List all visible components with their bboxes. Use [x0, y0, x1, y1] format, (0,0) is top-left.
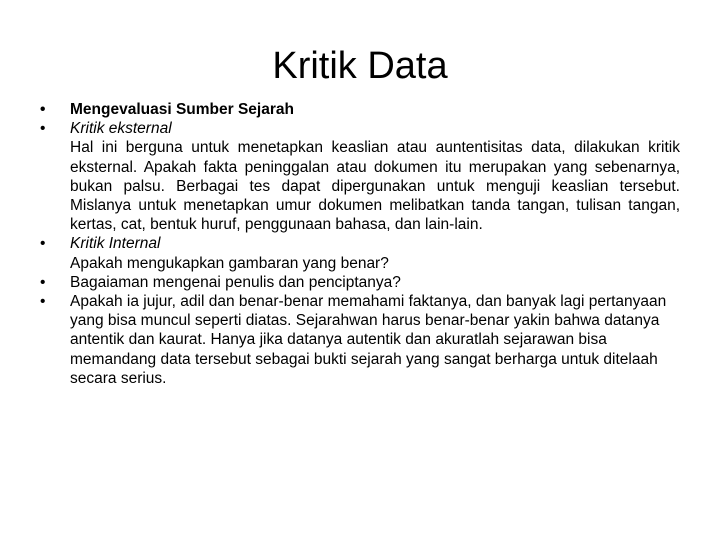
bullet-item-kritik-internal: [38, 234, 680, 272]
bullet-list: [38, 100, 680, 388]
bullet-item-penulis: [38, 273, 680, 292]
bullet-item-jujur: [38, 292, 680, 388]
bullet-heading: Kritik Internal: [70, 235, 161, 253]
bullet-item-evaluasi: [38, 100, 680, 119]
bullet-text: Mengevaluasi Sumber Sejarah: [70, 101, 294, 118]
bullet-text: Bagaiaman mengenai penulis dan penciptanya?: [70, 273, 401, 291]
slide-title: Kritik Data: [272, 45, 448, 87]
bullet-heading: Kritik eksternal: [70, 120, 172, 138]
bullet-body: Hal ini berguna untuk menetapkan keaslian atau auntentisitas data, dilakukan kritik eksternal. Apakah fakta peninggalan atau dokumen itu merupakan yang sebenarnya, bukan palsu. Berbagai tes dapat dipergunakan untuk menguji keaslian tersebut. Mislanya untuk menetapkan umur dokumen melibatkan tanda tangan, tulisan tangan, kertas, cat, bentuk huruf, penggunaan bahasa, dan lain-lain.: [70, 139, 680, 234]
bullet-item-kritik-eksternal: [38, 119, 680, 234]
bullet-text: Apakah ia jujur, adil dan benar-benar memahami faktanya, dan banyak lagi pertanyaan yang bisa muncul seperti diatas. Sejarahwan harus benar-benar yakin bahwa datanya antentik dan kaurat. Hanya jika datanya autentik dan akuratlah sejarawan bisa memandang data tersebut sebagai bukti sejarah yang sangat berharga untuk ditelaah secara serius.: [70, 293, 667, 387]
bullet-body: Apakah mengukapkan gambaran yang benar?: [70, 254, 389, 272]
